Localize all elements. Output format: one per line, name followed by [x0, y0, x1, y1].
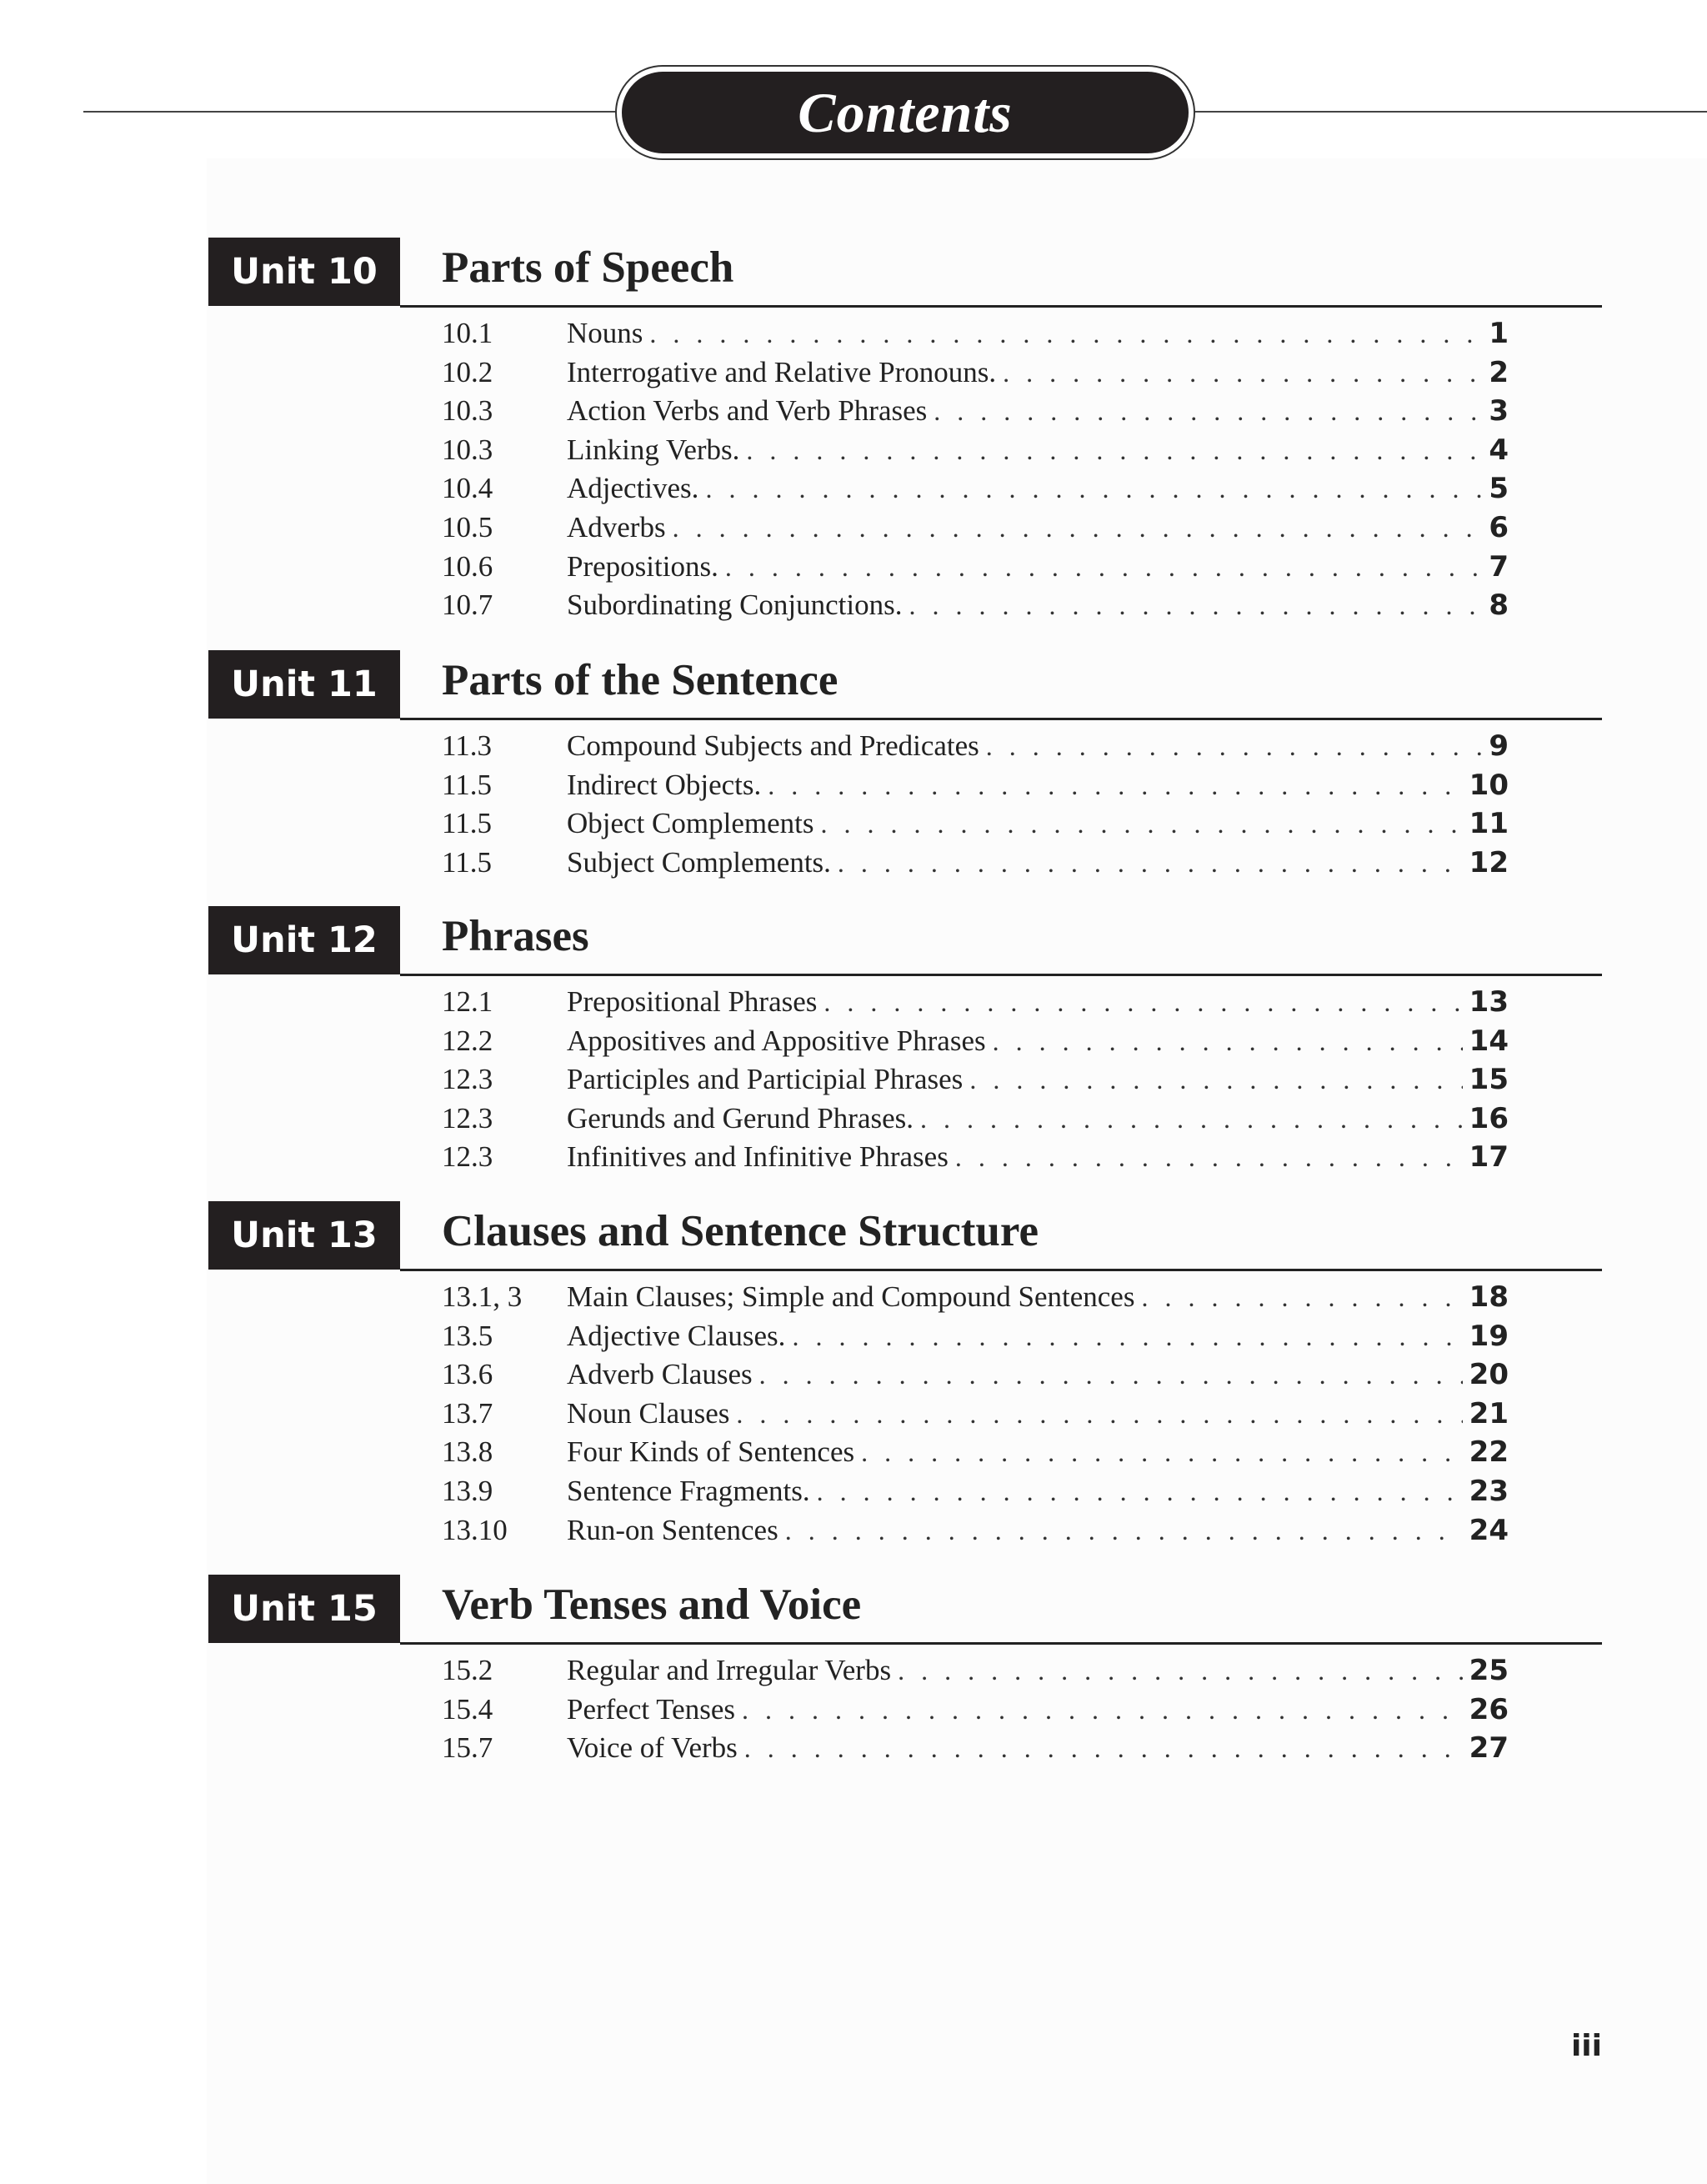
page-ref: 7 — [1489, 549, 1509, 584]
lesson-number: 13.5 — [442, 1319, 493, 1352]
toc-entry[interactable] — [442, 1651, 1509, 1690]
unit-badge: Unit 15 — [208, 1575, 400, 1643]
entry-line — [567, 1138, 1509, 1176]
lesson-number: 13.7 — [442, 1396, 493, 1430]
unit-badge: Unit 11 — [208, 650, 400, 719]
toc-entry[interactable] — [442, 804, 1509, 843]
entry-line — [567, 469, 1509, 508]
entry-line — [567, 844, 1509, 882]
lesson-number: 12.1 — [442, 985, 493, 1018]
lesson-title: Nouns — [567, 317, 643, 349]
unit-title-rule — [400, 974, 1602, 976]
unit-title: Parts of the Sentence — [442, 656, 838, 704]
lesson-title: Appositives and Appositive Phrases — [567, 1024, 986, 1057]
dot-leader — [673, 508, 1483, 547]
toc-entry[interactable] — [442, 1395, 1509, 1433]
dot-leader — [934, 392, 1482, 430]
lesson-number: 15.2 — [442, 1654, 493, 1686]
toc-entry[interactable] — [442, 844, 1509, 882]
toc-entry[interactable] — [442, 1278, 1509, 1316]
toc-entry[interactable] — [442, 983, 1509, 1021]
dot-leader — [742, 1691, 1463, 1729]
unit-badge: Unit 12 — [208, 906, 400, 974]
unit-badge: Unit 13 — [208, 1201, 400, 1270]
dot-leader — [986, 727, 1483, 765]
lesson-number: 13.6 — [442, 1358, 493, 1391]
page-ref: 17 — [1469, 1140, 1509, 1175]
page-ref: 16 — [1469, 1101, 1509, 1135]
entry-line — [567, 1433, 1509, 1471]
page-title: Contents — [622, 72, 1189, 153]
entry-line — [567, 727, 1509, 765]
entry-line — [567, 392, 1509, 430]
lesson-title: Prepositions. — [567, 549, 718, 583]
entry-line — [567, 1511, 1509, 1550]
lesson-title: Adjective Clauses. — [567, 1319, 786, 1352]
page-ref: 12 — [1469, 845, 1509, 879]
dot-leader — [898, 1651, 1463, 1690]
toc-entry[interactable] — [442, 353, 1509, 392]
unit-title-rule — [400, 1642, 1602, 1645]
toc-entry[interactable] — [442, 1433, 1509, 1471]
unit-title-rule — [400, 1269, 1602, 1271]
entry-line — [567, 353, 1509, 392]
toc-entry[interactable] — [442, 469, 1509, 508]
page-ref: 11 — [1469, 807, 1509, 841]
page-ref: 10 — [1469, 768, 1509, 802]
toc-entry[interactable] — [442, 314, 1509, 353]
lesson-title: Interrogative and Relative Pronouns. — [567, 355, 997, 388]
dot-leader — [649, 314, 1482, 353]
unit-title: Clauses and Sentence Structure — [442, 1207, 1039, 1255]
lesson-title: Adverb Clauses — [567, 1358, 753, 1391]
toc-entry[interactable] — [442, 1317, 1509, 1355]
lesson-title: Object Complements — [567, 807, 814, 840]
dot-leader — [820, 804, 1462, 843]
page-number: iii — [1570, 2029, 1602, 2063]
lesson-number: 10.1 — [442, 317, 493, 349]
lesson-title: Subject Complements. — [567, 845, 831, 879]
page-ref: 5 — [1489, 472, 1509, 506]
toc-entry[interactable] — [442, 1022, 1509, 1060]
lesson-title: Run-on Sentences — [567, 1513, 778, 1546]
lesson-number: 13.1, 3 — [442, 1280, 523, 1313]
entry-line — [567, 1691, 1509, 1729]
page-ref: 6 — [1489, 511, 1509, 544]
lesson-title: Adjectives. — [567, 472, 699, 505]
entry-line — [567, 314, 1509, 353]
toc-entry[interactable] — [442, 1060, 1509, 1099]
lesson-number: 11.5 — [442, 845, 492, 879]
dot-leader — [746, 431, 1482, 469]
page-ref: 21 — [1469, 1396, 1509, 1430]
page-ref: 26 — [1469, 1692, 1509, 1726]
entry-line — [567, 1278, 1509, 1316]
lesson-number: 13.9 — [442, 1475, 493, 1507]
lesson-title: Action Verbs and Verb Phrases — [567, 394, 928, 428]
lesson-title: Participles and Participial Phrases — [567, 1063, 964, 1096]
entry-line — [567, 1060, 1509, 1099]
page-ref: 18 — [1469, 1280, 1509, 1314]
entry-line — [567, 1355, 1509, 1394]
toc-entry[interactable] — [442, 431, 1509, 469]
unit-title: Phrases — [442, 912, 589, 960]
page-ref: 19 — [1469, 1319, 1509, 1353]
lesson-title: Four Kinds of Sentences — [567, 1435, 855, 1469]
entry-line — [567, 1729, 1509, 1767]
lesson-number: 11.3 — [442, 729, 492, 762]
entry-line — [567, 431, 1509, 469]
toc-entry[interactable] — [442, 1729, 1509, 1767]
dot-leader — [823, 983, 1462, 1021]
dot-leader — [955, 1138, 1463, 1176]
unit-title-rule — [400, 718, 1602, 720]
page-ref: 8 — [1489, 589, 1509, 623]
page-ref: 1 — [1489, 317, 1509, 350]
lesson-title: Main Clauses; Simple and Compound Sentences — [567, 1280, 1135, 1313]
lesson-number: 12.3 — [442, 1101, 493, 1135]
toc-entry[interactable] — [442, 1100, 1509, 1138]
lesson-title: Sentence Fragments. — [567, 1475, 810, 1507]
toc-entry[interactable] — [442, 1355, 1509, 1394]
entry-line — [567, 1022, 1509, 1060]
lesson-title: Compound Subjects and Predicates — [567, 729, 979, 762]
toc-entry[interactable] — [442, 1511, 1509, 1550]
title-rule-left — [83, 111, 621, 113]
lesson-number: 10.3 — [442, 394, 493, 428]
unit-badge: Unit 10 — [208, 238, 400, 306]
unit-title: Verb Tenses and Voice — [442, 1580, 862, 1629]
toc-entry[interactable] — [442, 1472, 1509, 1510]
dot-leader — [792, 1317, 1462, 1355]
lesson-title: Gerunds and Gerund Phrases. — [567, 1101, 914, 1135]
page-ref: 23 — [1469, 1475, 1509, 1508]
page-ref: 27 — [1469, 1731, 1509, 1766]
lesson-number: 10.3 — [442, 433, 493, 466]
dot-leader — [861, 1433, 1463, 1471]
lesson-title: Subordinating Conjunctions. — [567, 589, 903, 622]
lesson-number: 13.10 — [442, 1513, 508, 1546]
dot-leader — [1141, 1278, 1462, 1316]
dot-leader — [725, 548, 1483, 586]
lesson-title: Adverbs — [567, 511, 666, 543]
page-ref: 13 — [1469, 985, 1509, 1019]
entry-line — [567, 1100, 1509, 1138]
lesson-title: Linking Verbs. — [567, 433, 740, 466]
page-ref: 20 — [1469, 1358, 1509, 1392]
entry-line — [567, 1651, 1509, 1690]
title-rule-right — [1190, 111, 1707, 113]
page-ref: 9 — [1489, 729, 1509, 763]
lesson-title: Perfect Tenses — [567, 1692, 735, 1726]
lesson-number: 15.7 — [442, 1731, 493, 1765]
dot-leader — [817, 1472, 1463, 1510]
dot-leader — [768, 766, 1462, 804]
entry-line — [567, 1472, 1509, 1510]
unit-title: Parts of Speech — [442, 243, 734, 292]
lesson-number: 12.3 — [442, 1140, 493, 1174]
toc-entry[interactable] — [442, 1138, 1509, 1176]
lesson-number: 12.2 — [442, 1024, 493, 1057]
page-ref: 22 — [1469, 1435, 1509, 1470]
entry-line — [567, 766, 1509, 804]
entry-line — [567, 508, 1509, 547]
lesson-title: Prepositional Phrases — [567, 985, 818, 1018]
lesson-title: Voice of Verbs — [567, 1731, 738, 1765]
entry-line — [567, 1317, 1509, 1355]
entry-line — [567, 804, 1509, 843]
unit-title-rule — [400, 305, 1602, 308]
lesson-title: Noun Clauses — [567, 1396, 730, 1430]
dot-leader — [1003, 353, 1482, 392]
toc-entry[interactable] — [442, 586, 1509, 624]
dot-leader — [920, 1100, 1463, 1138]
entry-line — [567, 983, 1509, 1021]
dot-leader — [909, 586, 1483, 624]
toc-entry[interactable] — [442, 508, 1509, 547]
toc-entry[interactable] — [442, 548, 1509, 586]
dot-leader — [759, 1355, 1463, 1394]
dot-leader — [705, 469, 1482, 508]
lesson-title: Regular and Irregular Verbs — [567, 1654, 892, 1686]
lesson-number: 10.5 — [442, 511, 493, 543]
toc-entry[interactable] — [442, 727, 1509, 765]
page-ref: 14 — [1469, 1024, 1509, 1058]
page-ref: 4 — [1489, 433, 1509, 467]
page-ref: 15 — [1469, 1063, 1509, 1097]
dot-leader — [736, 1395, 1462, 1433]
lesson-number: 12.3 — [442, 1063, 493, 1096]
lesson-number: 10.6 — [442, 549, 493, 583]
toc-entry[interactable] — [442, 766, 1509, 804]
lesson-number: 13.8 — [442, 1435, 493, 1469]
lesson-title: Indirect Objects. — [567, 768, 762, 801]
page-ref: 24 — [1469, 1513, 1509, 1547]
page-ref: 2 — [1489, 355, 1509, 389]
lesson-number: 10.7 — [442, 589, 493, 622]
lesson-number: 15.4 — [442, 1692, 493, 1726]
lesson-number: 10.4 — [442, 472, 493, 505]
dot-leader — [969, 1060, 1462, 1099]
entry-line — [567, 1395, 1509, 1433]
dot-leader — [993, 1022, 1463, 1060]
page-ref: 3 — [1489, 394, 1509, 428]
dot-leader — [838, 844, 1463, 882]
dot-leader — [744, 1729, 1463, 1767]
toc-entry[interactable] — [442, 1691, 1509, 1729]
page-ref: 25 — [1469, 1654, 1509, 1687]
toc-entry[interactable] — [442, 392, 1509, 430]
entry-line — [567, 548, 1509, 586]
lesson-number: 11.5 — [442, 768, 492, 801]
lesson-number: 11.5 — [442, 807, 492, 840]
lesson-title: Infinitives and Infinitive Phrases — [567, 1140, 949, 1174]
lesson-number: 10.2 — [442, 355, 493, 388]
entry-line — [567, 586, 1509, 624]
dot-leader — [785, 1511, 1463, 1550]
